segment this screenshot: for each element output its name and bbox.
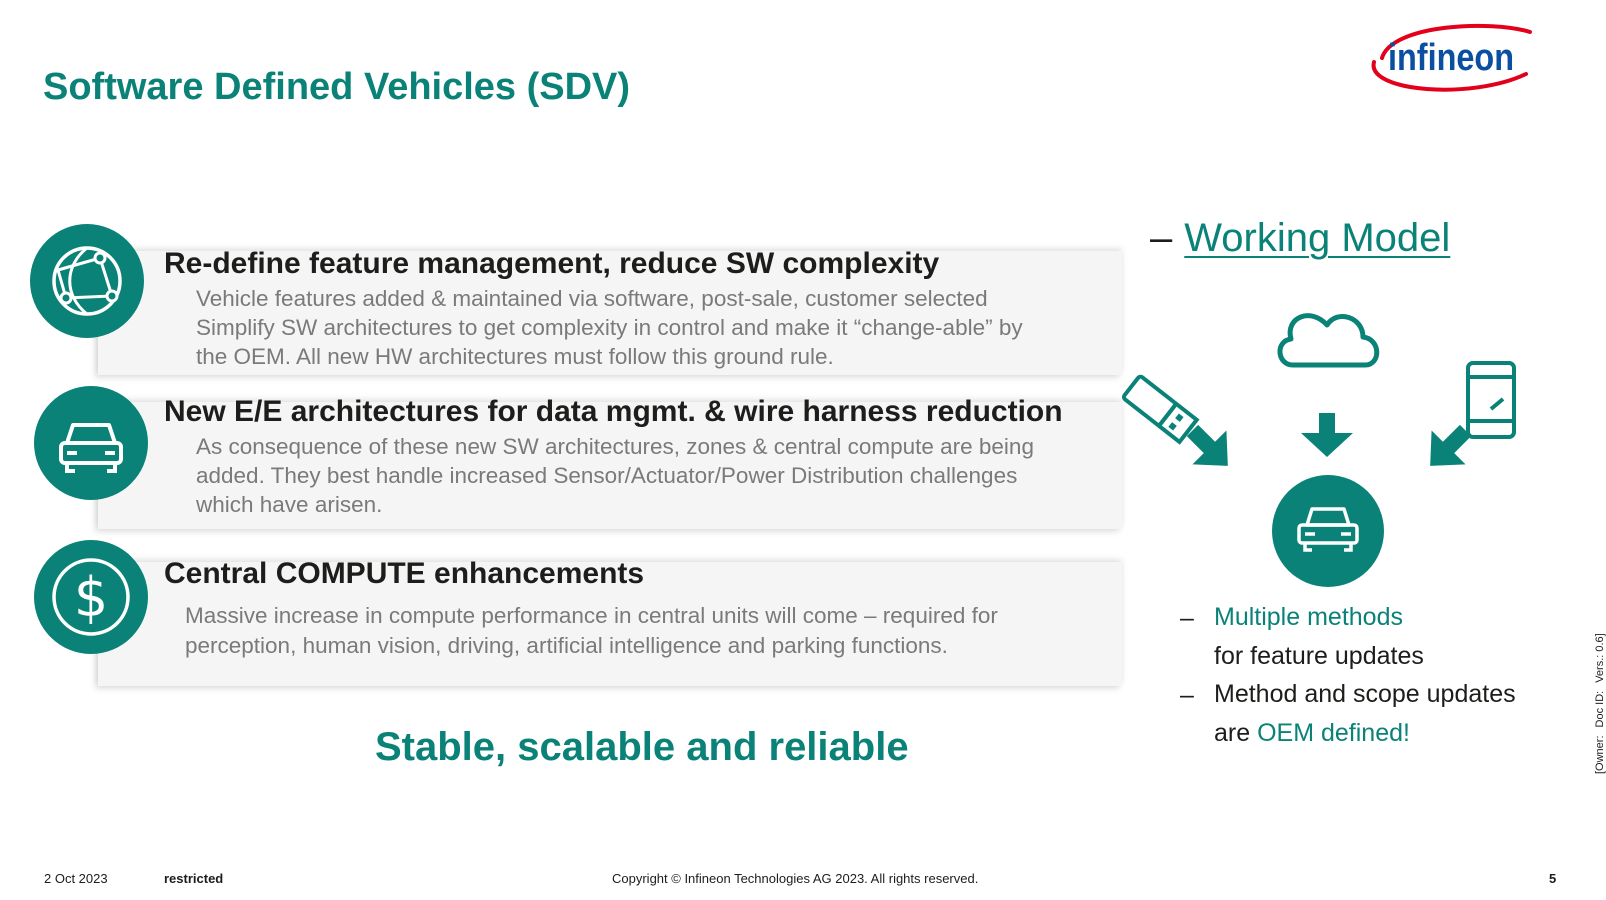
card-3-body [185, 601, 998, 661]
dollar-icon [46, 552, 136, 642]
footer-classification: restricted [164, 871, 224, 886]
car-circle-icon [1272, 475, 1384, 587]
bullet-2-line-1: Method and scope updates [1214, 680, 1516, 708]
card-1-line-1: Vehicle features added & maintained via software, post-sale, customer selected [196, 286, 988, 311]
card-2-heading: New E/E architectures for data mgmt. & wire harness reduction [164, 395, 1063, 428]
footer-page-number: 5 [1549, 871, 1557, 886]
working-model-diagram [1115, 295, 1535, 595]
working-model-link[interactable]: Working Model [1184, 216, 1451, 260]
footer-date: 2 Oct 2023 [44, 871, 108, 886]
smartphone-icon [1468, 363, 1514, 437]
network-globe-icon [42, 236, 132, 326]
card-3-line-2: perception, human vision, driving, artificial intelligence and parking functions. [185, 633, 948, 658]
cloud-icon [1280, 316, 1377, 365]
bullet-1 [1214, 598, 1424, 676]
arrow-down-icon [1301, 413, 1353, 457]
card-2-line-2: added. They best handle increased Sensor/Actuator/Power Distribution challenges [196, 463, 1018, 488]
feature-icon-circle-2 [34, 386, 148, 500]
tagline: Stable, scalable and reliable [375, 725, 909, 769]
sidenote-owner: [Owner: [1594, 735, 1606, 774]
card-3-heading: Central COMPUTE enhancements [164, 557, 645, 590]
bullet-2-line-2-prefix: are [1214, 719, 1258, 747]
usb-stick-icon [1123, 375, 1197, 441]
bullet-2-line-2-teal: OEM defined! [1257, 719, 1410, 747]
bullet-2 [1214, 675, 1516, 753]
arrow-down-left-icon [1413, 414, 1482, 483]
card-2-line-1: As consequence of these new SW architectures, zones & central compute are being [196, 434, 1034, 459]
card-1-body [196, 284, 1023, 371]
card-2-line-3: which have arisen. [196, 492, 383, 517]
card-1-heading: Re-define feature management, reduce SW complexity [164, 247, 940, 280]
card-3-line-1: Massive increase in compute performance in central units will come – required for [185, 603, 998, 628]
working-model-heading [1150, 216, 1450, 261]
arrow-down-right-icon [1176, 414, 1245, 483]
bullet-2-line-2 [1214, 714, 1516, 753]
doc-id-sidenote [1594, 625, 1606, 774]
card-1-line-3: the OEM. All new HW architectures must follow this ground rule. [196, 344, 834, 369]
infineon-logo [1362, 18, 1562, 102]
page-title: Software Defined Vehicles (SDV) [43, 66, 631, 108]
working-model-dash: – [1150, 216, 1173, 260]
svg-text:$: $ [73, 566, 109, 629]
card-1-line-2: Simplify SW architectures to get complexity in control and make it “change-able” by [196, 315, 1023, 340]
feature-icon-circle-1 [30, 224, 144, 338]
bullet-1-dash: – [1180, 604, 1194, 632]
sidenote-vers: Vers.: 0.6] [1594, 633, 1606, 683]
footer-copyright: Copyright © Infineon Technologies AG 2023. All rights reserved. [612, 871, 979, 886]
car-icon [51, 403, 131, 483]
sidenote-doc: Doc ID: [1594, 690, 1606, 728]
bullet-1-line-2: for feature updates [1214, 642, 1424, 670]
feature-icon-circle-3 [34, 540, 148, 654]
bullet-2-dash: – [1180, 681, 1194, 709]
card-2-body [196, 432, 1034, 519]
bullet-1-line-1: Multiple methods [1214, 603, 1403, 631]
logo-text: infineon [1388, 37, 1514, 79]
